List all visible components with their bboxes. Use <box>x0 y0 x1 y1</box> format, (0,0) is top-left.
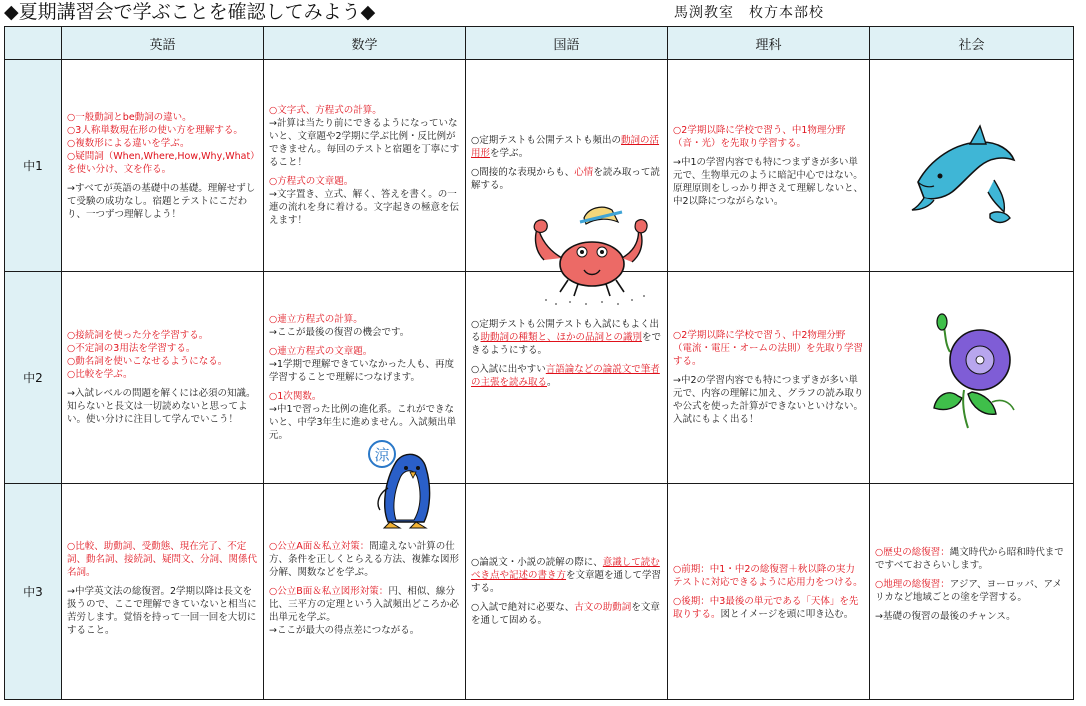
grade-label: 中1 <box>5 60 62 272</box>
cell-text: ○定期テストも公開テストも頻出の <box>471 135 622 146</box>
subject-math-header: 数学 <box>264 27 466 60</box>
cell-text: 心情 <box>574 167 594 178</box>
title-bar <box>4 0 1080 24</box>
cell-text: アジア、ヨーロッパ、アメリカなど地域ごとの塗を学習する。 <box>875 579 1062 603</box>
crab-icon <box>526 200 656 310</box>
cell-text: 助動詞の種類と、ほかの品詞との識別 <box>480 332 643 343</box>
subject-english-header: 英語 <box>62 27 264 60</box>
cell-grade3-social <box>870 484 1074 700</box>
cell-text: ○前期：中1・中2の総復習＋秋以降の実力テストに対応できるように応用力をつける。 <box>673 563 863 588</box>
cell-text: を文章を通して固める。 <box>471 602 660 626</box>
curriculum-table <box>4 26 1074 700</box>
cell-text: ○接続詞を使った分を学習する。 <box>67 330 209 341</box>
cell-text: →計算は当たり前にできるようになっていないと、文章題や2学期に学ぶ比例・反比例ができません。毎回のテストと宿題を丁寧にすること！ <box>269 118 460 168</box>
cell-text: を学ぶ。 <box>490 148 529 159</box>
cell-text: ○比較、助動詞、受動態、現在完了、不定詞、動名詞、接続詞、疑問文、分詞、関係代名詞。 <box>67 541 258 578</box>
cell-text: 間違えない計算の仕方、条件を正しくとらえる方法、複雑な図形分解、関数などを学ぶ。 <box>269 541 460 578</box>
cell-text: ○入試で絶対に必要な、 <box>471 602 575 613</box>
cell-grade2-social <box>870 272 1074 484</box>
cell-text: 古文の助動詞 <box>574 602 632 613</box>
cell-grade3-japanese <box>466 484 668 700</box>
cell-grade1-english <box>62 60 264 272</box>
cell-text: ○方程式の文章題。 <box>269 176 354 187</box>
cell-grade1-social <box>870 60 1074 272</box>
cell-text: ○入試に出やすい <box>471 364 546 375</box>
subject-science-header: 理科 <box>668 27 870 60</box>
cell-text: ○不定詞の3用法を学習する。 <box>67 343 196 354</box>
cell-text: →文字置き、立式、解く、答えを書く。の一連の流れを身に着ける。文字起きの極意を伝えます！ <box>269 189 460 226</box>
cell-text: →中1で習った比例の進化系。これができないと、中学3年生に進めません。入試頻出単元。 <box>269 404 457 441</box>
cell-text: →1学期で理解できていなかった人も、再度学習することで理解につなげます。 <box>269 359 455 383</box>
cell-grade3-science <box>668 484 870 700</box>
cell-text: ○歴史の総復習： <box>875 547 950 558</box>
corner-cell <box>5 27 62 60</box>
cell-text: ○間接的な表現からも、 <box>471 167 575 178</box>
cell-text: →入試レベルの問題を解くには必須の知識。知らないと長文は一切読めないと思ってよい。使い分けに注目して学んでいこう！ <box>67 388 256 425</box>
subject-social-header: 社会 <box>870 27 1074 60</box>
page-title: ◆夏期講習会で学ぶことを確認してみよう◆ <box>4 1 376 23</box>
cell-text: ○文字式、方程式の計算。 <box>269 105 382 116</box>
cell-text: →中2の学習内容でも特につまずきが多い単元で、内容の理解に加え、グラフの読み取りや公式を使った計算ができないといけない。入試にもよく出る！ <box>673 375 864 425</box>
cell-text: ○2学期以降に学校で習う、中1物理分野（音・光）を先取り学習する。 <box>673 124 846 149</box>
cell-text: 縄文時代から昭和時代までですべておさらいします。 <box>875 547 1064 571</box>
cell-text: をできるようにする。 <box>471 332 662 356</box>
grade-label: 中2 <box>5 272 62 484</box>
cell-text: ○論説文・小説の読解の際に、 <box>471 557 603 568</box>
cell-text: ○2学期以降に学校で習う、中2物理分野（電流・電圧・オームの法則）を先取り学習する。 <box>673 330 864 367</box>
cell-text: 図とイメージを頭に叩き込む。 <box>720 608 854 620</box>
cell-text: →ここが最大の得点差につながる。 <box>269 625 420 636</box>
cell-text: ○定期テストも公開テストも入試にもよく出る <box>471 319 660 343</box>
cell-text: →中1の学習内容でも特につまずきが多い単元で、生物単元のように暗記中心ではない。原理原則をしっかり押さえて理解しないと、中2以降につながらない。 <box>673 156 864 207</box>
cell-text: 動詞の活用形 <box>471 135 660 159</box>
grade-label: 中3 <box>5 484 62 700</box>
cell-text: ○後期：中3最後の単元である「天体」を先取りする。 <box>673 595 859 620</box>
cell-text: ○動名詞を使いこなせるようになる。 <box>67 356 228 367</box>
penguin-badge-text: 涼 <box>374 446 390 464</box>
cell-text: ○公立A面＆私立対策： <box>269 541 370 552</box>
cell-text: を文章題を通して学習する。 <box>471 570 662 594</box>
cell-text: ○連立方程式の文章題。 <box>269 346 373 357</box>
cell-text: ○疑問詞（When,Where,How,Why,What）を使い分け、文を作る。 <box>67 150 255 175</box>
cell-text: ○地理の総復習： <box>875 579 950 590</box>
cell-grade2-science <box>668 272 870 484</box>
penguin-icon <box>366 438 438 530</box>
header-row <box>5 27 1074 60</box>
cell-text: →中学英文法の総復習。2学期以降は長文を扱うので、ここで理解できていないと相当に苦労します。覚悟を持って一回一回を大切にすること。 <box>67 586 257 636</box>
cell-text: 。 <box>547 377 557 388</box>
cell-text: ○1次関数。 <box>269 391 322 402</box>
cell-text: 意識して読むべき点や記述の書き方 <box>471 557 660 581</box>
dolphin-icon <box>910 120 1020 230</box>
cell-text: 言語論などの論説文で筆者の主張を読み取る <box>471 364 660 388</box>
cell-text: ○複数形による違いを学ぶ。 <box>67 137 190 149</box>
cell-grade1-science <box>668 60 870 272</box>
cell-text: →基礎の復習の最後のチャンス。 <box>875 611 1016 622</box>
cell-text: →すべてが英語の基礎中の基礎。理解せずして受験の成功なし。宿題とテストにこだわり、一つずつ理解しよう！ <box>67 182 256 220</box>
cell-text: ○一般動詞とbe動詞の違い。 <box>67 111 192 123</box>
cell-text: ○公立B面＆私立図形対策： <box>269 586 389 597</box>
cell-grade3-english <box>62 484 264 700</box>
cell-grade2-english <box>62 272 264 484</box>
subject-japanese-header: 国語 <box>466 27 668 60</box>
cell-text: 円、相似、線分比、三平方の定理という入試頻出どころか必出単元を学ぶ。 <box>269 586 460 623</box>
table-row <box>5 484 1074 700</box>
cell-text: を読み取って読解する。 <box>471 167 660 191</box>
cell-text: →ここが最後の復習の機会です。 <box>269 327 410 338</box>
cell-text: ○連立方程式の計算。 <box>269 314 363 325</box>
school-name: 馬渕教室 枚方本部校 <box>674 5 824 21</box>
morning-glory-icon <box>928 312 1020 432</box>
cell-grade1-math <box>264 60 466 272</box>
cell-text: ○比較を学ぶ。 <box>67 369 133 380</box>
cell-text: ○3人称単数現在形の使い方を理解する。 <box>67 124 243 136</box>
